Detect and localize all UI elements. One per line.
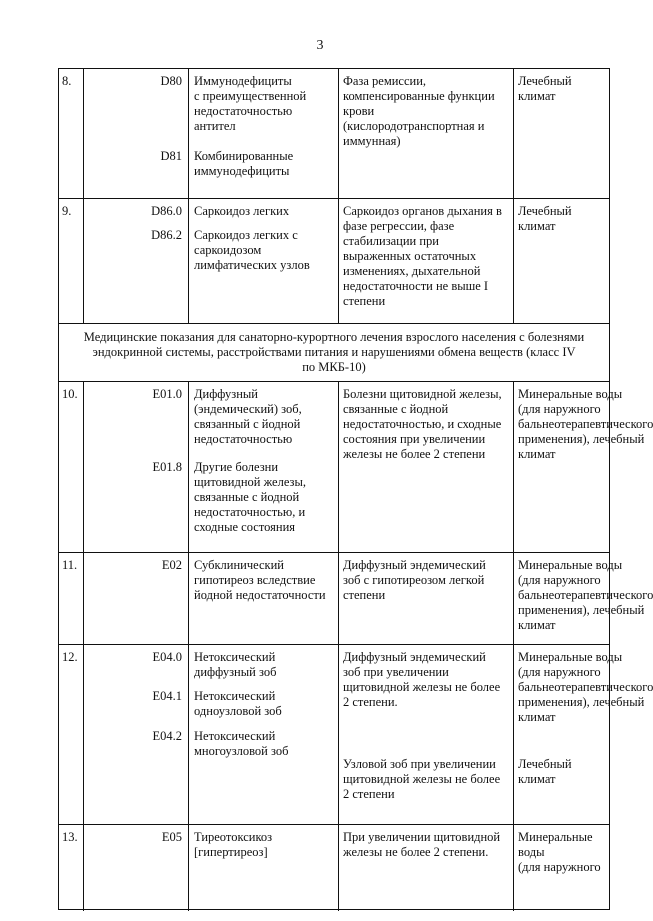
indication-text: Диффузный эндемический зоб с гипотиреозом легкой степени [343, 558, 486, 602]
disease-name: Саркоидоз легких с саркоидозом лимфатических узлов [194, 228, 310, 272]
disease-name: Другие болезни щитовидной железы, связанные с йодной недостаточностью, и сходные состояния [194, 460, 306, 534]
disease-name: Нетоксический многоузловой зоб [194, 729, 289, 758]
icd-code: E05 [161, 830, 182, 844]
treatment-factor: Минеральные воды (для наружного бальнеотерапевтического применения), лечебный климат [518, 558, 653, 632]
indication-text: Саркоидоз органов дыхания в фазе регрессии, фазе стабилизации при выраженных остаточных изменениях, дыхательной недостаточности не выше I степени [343, 204, 502, 308]
treatment-factor: Минеральные воды (для наружного [518, 830, 601, 874]
disease-name: Нетоксический одноузловой зоб [194, 689, 282, 718]
row-number: 11. [62, 558, 78, 572]
indication-text: Фаза ремиссии, компенсированные функции крови (кислородотранспортная и иммунная) [343, 74, 495, 148]
icd-code: E04.1 [152, 689, 182, 703]
indication-text: Узловой зоб при увеличении щитовидной железы не более 2 степени [343, 757, 501, 801]
indication-text: Диффузный эндемический зоб при увеличении щитовидной железы не более 2 степени. [343, 650, 501, 709]
table-row [59, 825, 609, 911]
table-row [59, 382, 653, 553]
disease-name: Нетоксический диффузный зоб [194, 650, 277, 679]
table-row [59, 553, 653, 645]
indication-text: Болезни щитовидной железы, связанные с йодной недостаточностью, и сходные состояния при увеличении железы не более 2 степени [343, 387, 502, 461]
icd-code: E01.8 [152, 460, 182, 474]
table-row [59, 69, 609, 199]
icd-code: E01.0 [152, 387, 182, 401]
row-number: 9. [62, 204, 72, 218]
row-number: 12. [62, 650, 78, 664]
table-row [59, 645, 653, 825]
section-header-row [59, 324, 609, 382]
icd-code: D80 [160, 74, 182, 88]
icd-code: D81 [160, 149, 182, 163]
row-number: 8. [62, 74, 72, 88]
section-heading: Медицинские показания для санаторно-курортного лечения взрослого населения с болезнями эндокринной системы, расстройствами питания и нарушениями обмена веществ (класс IV по МКБ-10) [83, 330, 585, 374]
treatment-factor: Лечебный климат [518, 74, 572, 103]
disease-name: Субклинический гипотиреоз вследствие йодной недостаточности [194, 558, 326, 602]
treatment-factor: Минеральные воды (для наружного бальнеотерапевтического применения), лечебный климат [518, 387, 653, 461]
treatment-factor: Лечебный климат [518, 757, 572, 786]
icd-code: D86.2 [151, 228, 182, 242]
disease-name: Тиреотоксикоз [гипертиреоз] [194, 830, 273, 859]
treatment-factor: Лечебный климат [518, 204, 572, 233]
indication-text: При увеличении щитовидной железы не более 2 степени. [343, 830, 501, 859]
treatment-factor: Минеральные воды (для наружного бальнеотерапевтического применения), лечебный климат [518, 650, 653, 724]
icd-code: E02 [161, 558, 182, 572]
disease-name: Диффузный (эндемический) зоб, связанный с йодной недостаточностью [194, 387, 302, 446]
icd-code: D86.0 [151, 204, 182, 218]
table-row [59, 199, 609, 324]
disease-name: Комбинированные иммунодефициты [194, 149, 294, 178]
row-number: 13. [62, 830, 78, 844]
disease-name: Саркоидоз легких [194, 204, 290, 218]
icd-code: E04.2 [152, 729, 182, 743]
row-number: 10. [62, 387, 78, 401]
icd-code: E04.0 [152, 650, 182, 664]
page-number: 3 [316, 38, 324, 53]
disease-name: Иммунодефициты с преимущественной недостаточностью антител [194, 74, 307, 133]
indications-table [58, 68, 653, 910]
